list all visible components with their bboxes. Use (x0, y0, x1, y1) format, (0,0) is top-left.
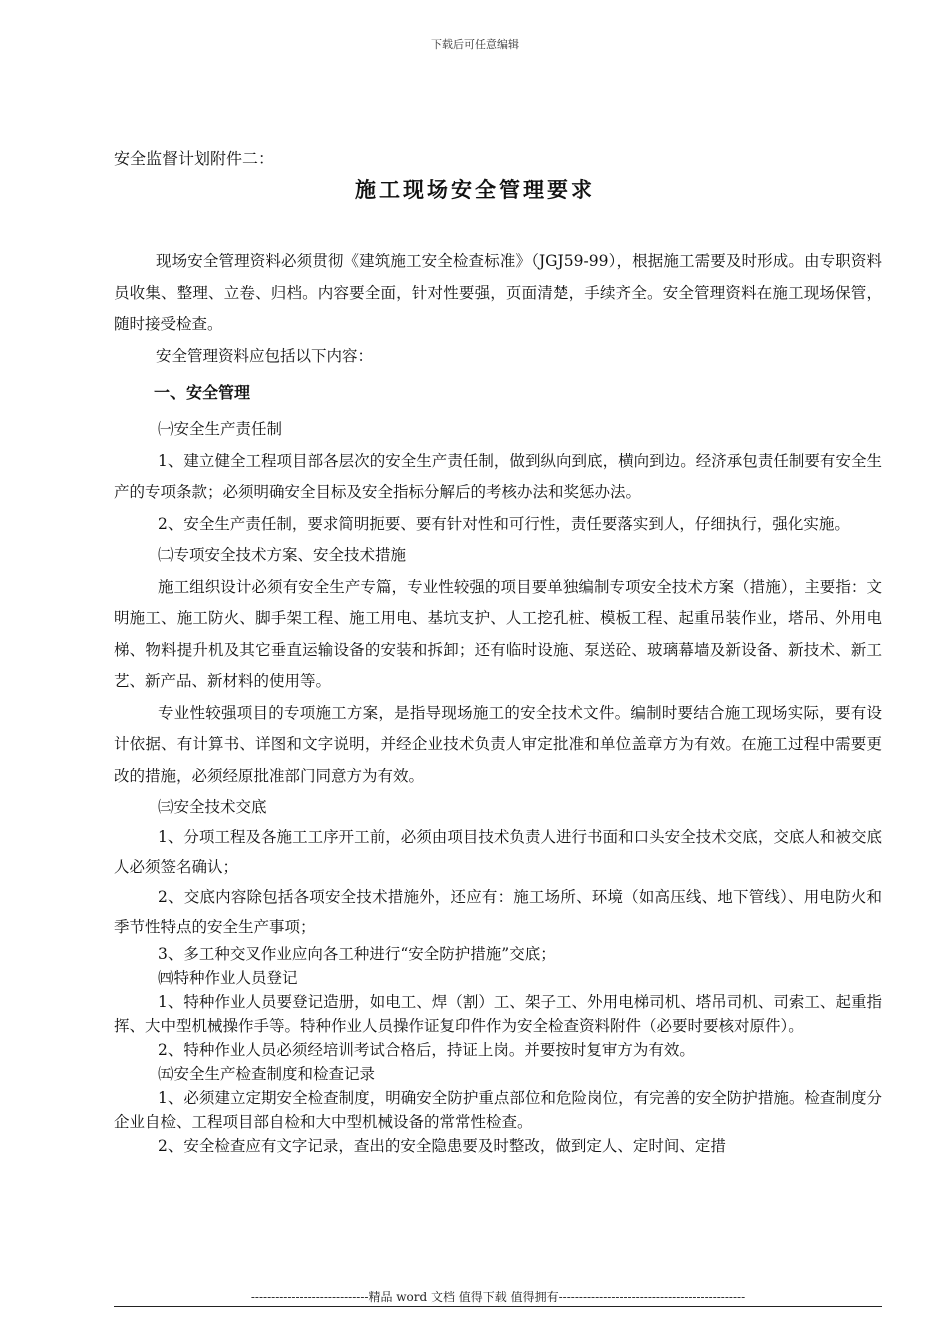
paragraph-technical-plan-2: 专业性较强项目的专项施工方案，是指导现场施工的安全技术文件。编制时要结合施工现场实际，要有设计依据、有计算书、详图和文字说明，并经企业技术负责人审定批准和单位盖章方为有效。在施工过程中需要更改的措施，必须经原批准部门同意方为有效。 (114, 703, 882, 785)
section-heading-safety-management: 一、安全管理 (154, 383, 251, 402)
paragraph-briefing-3: 3、多工种交叉作业应向各工种进行“安全防护措施”交底； (158, 945, 556, 963)
intro-list-paragraph: 安全管理资料应包括以下内容： (156, 346, 374, 365)
subheading-technical-briefing: ㈢安全技术交底 (158, 798, 267, 816)
paragraph-inspection-1: 1、必须建立定期安全检查制度，明确安全防护重点部位和危险岗位，有完善的安全防护措施。检查制度分企业自检、工程项目部自检和大中型机械设备的常常性检查。 (114, 1089, 882, 1131)
footer-note: -----------------------------精品 word 文档 值得下载 值得拥有---------------------------------------------- (250, 1290, 746, 1304)
document-body (114, 246, 882, 1158)
subheading-special-operators: ㈣特种作业人员登记 (158, 969, 298, 987)
subheading-responsibility: ㈠安全生产责任制 (158, 420, 283, 438)
intro-paragraph: 现场安全管理资料必须贯彻《建筑施工安全检查标准》（JGJ59-99），根据施工需要及时形成。由专职资料员收集、整理、立卷、归档。内容要全面，针对性要强，页面清楚，手续齐全。安全管理资料在施工现场保管，随时接受检查。 (114, 252, 882, 333)
subheading-technical-plan: ㈡专项安全技术方案、安全技术措施 (158, 546, 407, 564)
page-title: 施工现场安全管理要求 (355, 177, 595, 202)
subheading-inspection: ㈤安全生产检查制度和检查记录 (158, 1065, 376, 1083)
attachment-label: 安全监督计划附件二： (114, 149, 275, 168)
paragraph-briefing-2: 2、交底内容除包括各项安全技术措施外，还应有：施工场所、环境（如高压线、地下管线）、用电防火和季节性特点的安全生产事项； (114, 888, 882, 936)
paragraph-briefing-1: 1、分项工程及各施工工序开工前，必须由项目技术负责人进行书面和口头安全技术交底，交底人和被交底人必须签名确认； (114, 828, 882, 876)
paragraph-special-operators-2: 2、特种作业人员必须经培训考试合格后，持证上岗。并要按时复审方为有效。 (158, 1041, 695, 1059)
paragraph-responsibility-2: 2、安全生产责任制，要求简明扼要、要有针对性和可行性，责任要落实到人，仔细执行，强化实施。 (158, 514, 850, 533)
paragraph-responsibility-1: 1、建立健全工程项目部各层次的安全生产责任制，做到纵向到底，横向到边。经济承包责任制要有安全生产的专项条款；必须明确安全目标及安全指标分解后的考核办法和奖惩办法。 (114, 451, 882, 501)
header-note: 下载后可任意编辑 (431, 38, 519, 51)
paragraph-technical-plan-1: 施工组织设计必须有安全生产专篇，专业性较强的项目要单独编制专项安全技术方案（措施），主要指：文明施工、施工防火、脚手架工程、施工用电、基坑支护、人工挖孔桩、模板工程、起重吊装作业，塔吊、外用电梯、物料提升机及其它垂直运输设备的安装和拆卸；还有临时设施、泵送砼、玻璃幕墙及新设备、新技术、新工艺、新产品、新材料的使用等。 (114, 577, 882, 690)
paragraph-special-operators-1: 1、特种作业人员要登记造册，如电工、焊（割）工、架子工、外用电梯司机、塔吊司机、司索工、起重指挥、大中型机械操作手等。特种作业人员操作证复印件作为安全检查资料附件（必要时要核对原件）。 (114, 993, 882, 1035)
footer-divider (114, 1306, 882, 1307)
paragraph-inspection-2: 2、安全检查应有文字记录，查出的安全隐患要及时整改，做到定人、定时间、定措 (158, 1137, 726, 1155)
